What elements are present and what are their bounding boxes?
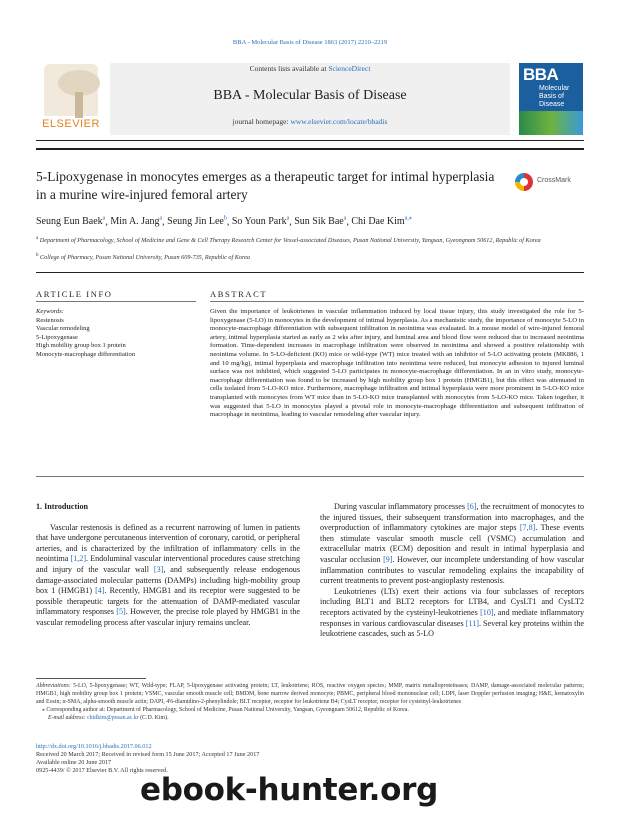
corresponding-note: ⁎ Corresponding author at: Department of Pharmacology, School of Medicine, Pusan National University, Yangsan, Gyeongnam 50612, Republic of Korea. (42, 707, 409, 713)
copyright: 0925-4439/ © 2017 Elsevier B.V. All rights reserved. (36, 767, 168, 774)
author[interactable]: Min A. Jang$^a$ (110, 216, 163, 228)
intro-left-column (36, 502, 300, 629)
paragraph-text: Leukotrienes (LTs) exert their actions via four subclasses of receptors including BLT1 and BLT2 receptors for LTB4, and CysLT1 and CysLT2 receptors activated by the cysteinyl-leukotrienes (320, 586, 584, 617)
affiliation-b: $^b$ College of Pharmacy, Pusan National University, Pusan 609-735, Republic of Korea (36, 253, 250, 262)
citation-link[interactable]: [3] (153, 564, 164, 574)
online-date: Available online 20 June 2017 (36, 759, 112, 766)
author[interactable]: So Youn Park$^a$ (231, 216, 290, 228)
citation-link[interactable]: [5] (116, 607, 126, 617)
author-list: Seung Eun Baek$^a$, Min A. Jang$^a$, Seung Jin Lee$^b$, So Youn Park$^a$, Sun Sik Bae$^a$, Chi Dae Kim$^{a,⁎}$ (36, 216, 412, 228)
footnotes (36, 682, 584, 722)
journal-name: BBA - Molecular Basis of Disease (213, 88, 407, 103)
citation-link[interactable]: [6] (467, 502, 477, 511)
citation-link[interactable]: [1,2] (70, 554, 87, 564)
abstract-heading: ABSTRACT (210, 289, 268, 299)
intro-paragraph (36, 523, 300, 629)
author[interactable]: Seung Jin Lee$^b$ (167, 216, 227, 228)
author[interactable]: Chi Dae Kim$^{a,⁎}$ (351, 216, 412, 228)
paragraph-text: , the recruitment of monocytes to the injured tissues, their subsequent transformation into macrophages, and the overproduction of inflammatory cytokines are major steps (320, 502, 585, 533)
article-title: 5-Lipoxygenase in monocytes emerges as a therapeutic target for intimal hyperplasia in a murine wire-injured femoral artery (36, 169, 495, 202)
intro-paragraph (320, 587, 584, 640)
paragraph-text: . Several key proteins within the leukotriene cascades, such as 5-LO (320, 618, 585, 639)
paragraph-text: During vascular inflammatory processes (334, 502, 468, 511)
paragraph-text: . These events then stimulate vascular smooth muscle cell (VSMC) accumulation and extracellular matrix (ECM) deposition and result in intimal hyperplasia and vascular occlusion (320, 523, 584, 564)
keyword: 5-Lipoxygenase (36, 333, 78, 341)
affiliation-a: $^a$ Department of Pharmacology, School of Medicine and Gene & Cell Therapy Research Center for Vessel-associated Diseases, Pusan National University, Yangsan, Gyeongnam 50612, Republic of Korea (36, 236, 541, 245)
publisher-name: ELSEVIER (42, 118, 100, 130)
abstract-text: Given the importance of leukotrienes in vascular inflammation induced by local tissue injury, this study investigated the role for 5-lipoxygenase (5-LO) in monocytes in the development of intimal hyperplasia. As a mechanistic study, the importance of monocyte 5-LO in monocyte-macrophage differentiation with subsequent infiltration in neointima was evaluated. In a mouse model of wire-injured femoral artery, intimal hyperplasia started as early as 2 wks after injury, and luminal area and blood flow were reduced due to increased neointima formation. Time-dependent increases in macrophage infiltration were observed in neointima and showed a positive relationship with neointima volume. In 5-LO-deficient (KO) mice or wild-type (WT) mice treated with an inhibitor of 5-LO activating protein (MK886, 1 and 10 mg/kg), intimal hyperplasia and macrophage infiltration into neointima were reduced, but monocyte adhesion to injured luminal surface was not inhibited, which suggested 5-LO participates in monocyte-macrophage differentiation. In an in vitro study, monocyte-macrophage differentiation was found to be increased by high mobility group box 1 protein (HMGB1), but this effect was attenuated in cells isolated from 5-LO-KO mice. Furthermore, macrophage infiltration and intimal hyperplasia were more prominent in 5-LO-KO mice transplanted with monocytes from WT mice than in 5-LO-KO mice transplanted with monocytes from 5-LO-KO mice. Taken together, it was suggested that 5-LO in monocytes played a pivotal role in monocyte-macrophage differentiation and subsequent infiltration of macrophage in neointima, leading to vascular remodeling after vascular injury. (210, 308, 584, 419)
crossmark-label: CrossMark (537, 177, 571, 184)
paragraph-text: . Endoluminal vascular interventional procedures cause stretching and injury of the vascular wall (36, 554, 301, 574)
crossmark-icon (515, 173, 533, 191)
homepage-prefix: journal homepage: (232, 117, 291, 126)
citation-link[interactable]: [7,8] (519, 523, 536, 533)
abstract-rule (210, 301, 584, 302)
watermark: ebook-hunter.org (140, 772, 438, 808)
email-note: E-mail address: chidkim@pusan.ac.kr (C.D. Kim). (48, 715, 169, 721)
header-rule (36, 140, 584, 141)
contents-prefix: Contents lists available at (249, 64, 329, 73)
contents-line (110, 64, 510, 73)
doi-link[interactable]: http://dx.doi.org/10.1016/j.bbadis.2017.06.012 (36, 743, 152, 750)
author[interactable]: Sun Sik Bae$^a$ (294, 216, 347, 228)
citation-link[interactable]: [11] (465, 618, 479, 628)
author[interactable]: Seung Eun Baek$^a$ (36, 216, 106, 228)
keyword: Restenosis (36, 316, 64, 324)
info-rule (36, 301, 196, 302)
header-rule-thick (36, 148, 584, 150)
citation-link[interactable]: [9] (383, 554, 393, 564)
paragraph-text: Vascular restenosis is defined as a recurrent narrowing of lumen in patients that have undergone percutaneous intervention of coronary, carotid, or peripheral arteries, and is characterized by the infiltration of inflammatory cells in the neointima (36, 522, 300, 564)
article-info-heading: ARTICLE INFO (36, 289, 113, 299)
paragraph-text: , and subsequently release endogenous damage-associated molecular patterns (DAMPs) including high-mobility group box 1 (HMGB1) (36, 564, 300, 596)
intro-right-column (320, 502, 584, 640)
elsevier-logo (36, 62, 106, 132)
citation-link[interactable]: [4] (95, 586, 105, 596)
sciencedirect-link[interactable]: ScienceDirect (328, 64, 371, 73)
footnote-rule (36, 678, 146, 679)
journal-reference[interactable]: BBA - Molecular Basis of Disease 1863 (2017) 2210–2219 (232, 39, 388, 46)
crossmark-badge[interactable] (515, 171, 585, 195)
paragraph-text: , and mediate inflammatory responses in various cardiovascular diseases (320, 607, 584, 628)
abstract-bottom-rule (36, 476, 584, 477)
received-dates: Received 20 March 2017; Received in revised form 15 June 2017; Accepted 17 June 2017 (36, 751, 260, 758)
abbreviations-note: Abbreviations: 5-LO, 5-lipoxygenase; WT, Wild-type; FLAP, 5-lipoxygenase activating protein; LT, leukotriene; ROS, reactive oxygen species; MMP, matrix metalloproteinases; DAMP, damage-associated molecular patterns; HMGB1, high mobility group box 1 protein; VSMC, vascular smooth muscle cell; BMDM, bone marrow derived monocyte; PBMC, peripheral blood mononuclear cell; LDPI, laser Doppler perfusion imaging; H&E, hematoxylin and Eosin; α-SMA, alpha-smooth muscle actin; DAPI, 4'6-diamidino-2-phenylindole; BLT receptor, receptor for leukotriene B4; CysLT receptor, receptor for cysteinyl-leukotrienes (36, 683, 584, 705)
keywords-label: Keywords: (36, 308, 64, 315)
cover-subtitle: Molecular Basis of Disease (539, 85, 570, 108)
paragraph-text: . However, our incomplete understanding of how vascular inflammation contributes to vascular remodeling explains the incapability of current treatments to prevent post-angioplasty restenosis. (320, 554, 585, 586)
intro-heading: 1. Introduction (36, 502, 89, 511)
keyword: High mobility group box 1 protein (36, 342, 126, 349)
paragraph-text: . However, the precise role played by HMGB1 in the vascular remodeling process after vascular injury remains unclear. (36, 607, 300, 627)
homepage-line (110, 117, 510, 126)
tree-icon (44, 64, 98, 116)
keyword: Monocyte-macrophage differentiation (36, 350, 135, 358)
intro-paragraph (320, 502, 584, 587)
homepage-link[interactable]: www.elsevier.com/locate/bbadis (290, 117, 388, 126)
journal-cover (519, 63, 583, 135)
paragraph-text: . Recently, HMGB1 and its receptor were suggested to be possible therapeutic targets for the attenuation of DAMP-mediated vascular inflammatory responses (36, 586, 300, 617)
meta-rule (36, 272, 584, 273)
email-link[interactable]: chidkim@pusan.ac.kr (87, 715, 139, 721)
keyword: Vascular remodeling (36, 325, 90, 332)
cover-title: BBA (523, 65, 559, 84)
citation-link[interactable]: [10] (480, 607, 494, 617)
keywords-block (36, 308, 196, 359)
